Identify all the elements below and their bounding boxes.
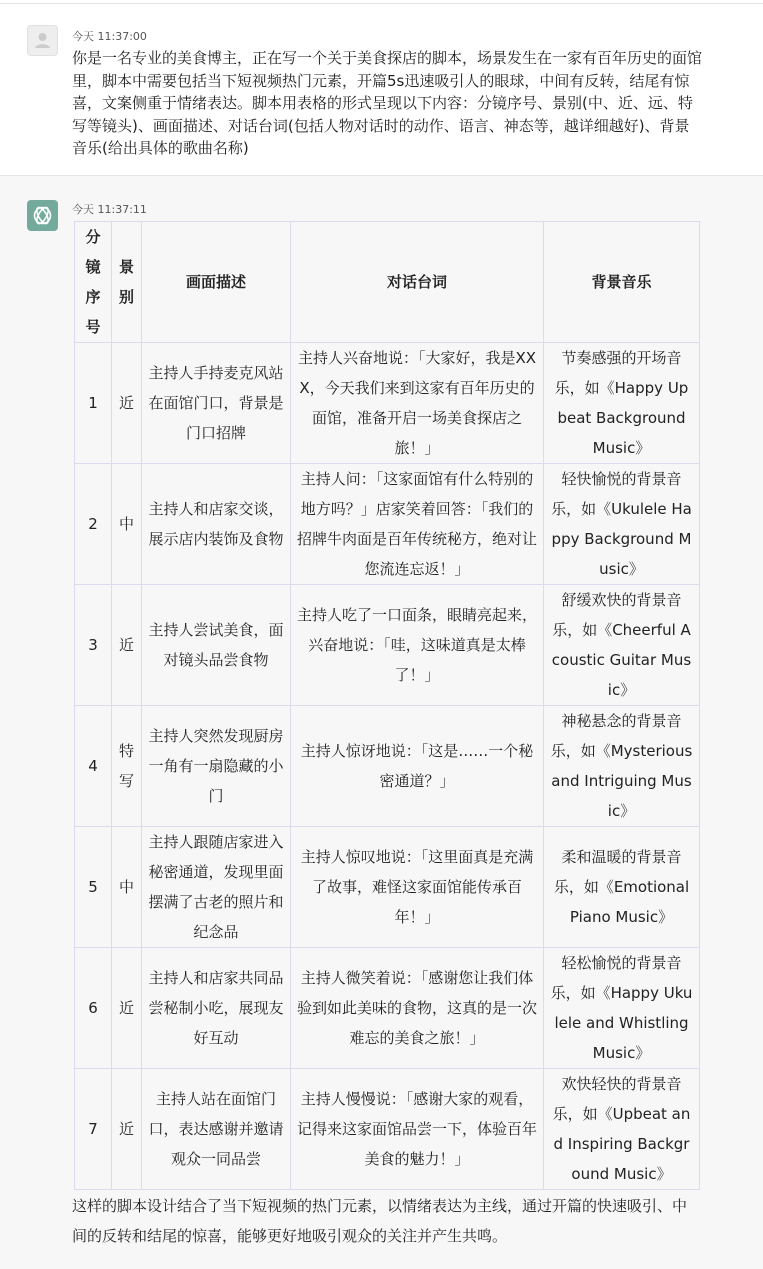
user-message bbox=[0, 4, 763, 176]
shot-type-cell: 近 bbox=[112, 343, 142, 464]
background-music-cell: 舒缓欢快的背景音乐，如《Cheerful Acoustic Guitar Music》 bbox=[544, 585, 700, 706]
dialogue-cell: 主持人惊叹地说：「这里面真是充满了故事，难怪这家面馆能传承百年！」 bbox=[291, 827, 544, 948]
scene-description-cell: 主持人站在面馆门口，表达感谢并邀请观众一同品尝 bbox=[142, 1069, 291, 1190]
shot-type-cell: 中 bbox=[112, 464, 142, 585]
assistant-timestamp: 今天 11:37:11 bbox=[72, 203, 147, 216]
scene-description-cell: 主持人和店家共同品尝秘制小吃，展现友好互动 bbox=[142, 948, 291, 1069]
chatgpt-logo-icon bbox=[27, 200, 58, 231]
shot-type-cell: 特写 bbox=[112, 706, 142, 827]
dialogue-cell: 主持人兴奋地说：「大家好，我是XXX，今天我们来到这家有百年历史的面馆，准备开启一场美食探店之旅！」 bbox=[291, 343, 544, 464]
scene-description-cell: 主持人手持麦克风站在面馆门口，背景是门口招牌 bbox=[142, 343, 291, 464]
table-row bbox=[75, 1069, 700, 1190]
background-music-cell: 轻快愉悦的背景音乐，如《Ukulele Happy Background Music》 bbox=[544, 464, 700, 585]
background-music-cell: 柔和温暖的背景音乐，如《Emotional Piano Music》 bbox=[544, 827, 700, 948]
scene-description-cell: 主持人突然发现厨房一角有一扇隐藏的小门 bbox=[142, 706, 291, 827]
column-header: 对话台词 bbox=[291, 222, 544, 343]
dialogue-cell: 主持人微笑着说：「感谢您让我们体验到如此美味的食物，这真的是一次难忘的美食之旅！」 bbox=[291, 948, 544, 1069]
shot-type-cell: 近 bbox=[112, 948, 142, 1069]
shot-type-cell: 近 bbox=[112, 1069, 142, 1190]
shot-number-cell: 2 bbox=[75, 464, 112, 585]
user-message-text: 你是一名专业的美食博主，正在写一个关于美食探店的脚本，场景发生在一家有百年历史的面馆里，脚本中需要包括当下短视频热门元素，开篇5s迅速吸引人的眼球，中间有反转，结尾有惊喜，文案侧重于情绪表达。脚本用表格的形式呈现以下内容：分镜序号、景别(中、近、远、特写等镜头)、画面描述、对话台词(包括人物对话时的动作、语言、神态等，越详细越好)、背景音乐(给出具体的歌曲名称) bbox=[72, 49, 703, 157]
column-header: 背景音乐 bbox=[544, 222, 700, 343]
dialogue-cell: 主持人吃了一口面条，眼睛亮起来，兴奋地说：「哇，这味道真是太棒了！」 bbox=[291, 585, 544, 706]
table-row bbox=[75, 706, 700, 827]
shot-number-cell: 3 bbox=[75, 585, 112, 706]
shot-number-cell: 6 bbox=[75, 948, 112, 1069]
user-avatar-icon bbox=[27, 25, 58, 56]
dialogue-cell: 主持人惊讶地说：「这是……一个秘密通道？」 bbox=[291, 706, 544, 827]
shot-number-cell: 5 bbox=[75, 827, 112, 948]
user-timestamp: 今天 11:37:00 bbox=[72, 30, 147, 43]
background-music-cell: 神秘悬念的背景音乐，如《Mysterious and Intriguing Music》 bbox=[544, 706, 700, 827]
column-header: 画面描述 bbox=[142, 222, 291, 343]
table-header-row bbox=[75, 222, 700, 343]
scene-description-cell: 主持人尝试美食，面对镜头品尝食物 bbox=[142, 585, 291, 706]
background-music-cell: 轻松愉悦的背景音乐，如《Happy Ukulele and Whistling Music》 bbox=[544, 948, 700, 1069]
column-header: 分镜序号 bbox=[75, 222, 112, 343]
background-music-cell: 欢快轻快的背景音乐，如《Upbeat and Inspiring Background Music》 bbox=[544, 1069, 700, 1190]
scene-description-cell: 主持人和店家交谈，展示店内装饰及食物 bbox=[142, 464, 291, 585]
summary-text: 这样的脚本设计结合了当下短视频的热门元素，以情绪表达为主线，通过开篇的快速吸引、中间的反转和结尾的惊喜，能够更好地吸引观众的关注并产生共鸣。 bbox=[72, 1197, 688, 1245]
dialogue-cell: 主持人慢慢说：「感谢大家的观看，记得来这家面馆品尝一下，体验百年美食的魅力！」 bbox=[291, 1069, 544, 1190]
table-row bbox=[75, 827, 700, 948]
shot-number-cell: 7 bbox=[75, 1069, 112, 1190]
table-row bbox=[75, 948, 700, 1069]
table-row bbox=[75, 585, 700, 706]
script-table bbox=[74, 221, 700, 1190]
dialogue-cell: 主持人问：「这家面馆有什么特别的地方吗？」店家笑着回答：「我们的招牌牛肉面是百年传统秘方，绝对让您流连忘返！」 bbox=[291, 464, 544, 585]
shot-number-cell: 4 bbox=[75, 706, 112, 827]
shot-type-cell: 中 bbox=[112, 827, 142, 948]
column-header: 景别 bbox=[112, 222, 142, 343]
table-row bbox=[75, 343, 700, 464]
table-row bbox=[75, 464, 700, 585]
background-music-cell: 节奏感强的开场音乐，如《Happy Upbeat Background Music》 bbox=[544, 343, 700, 464]
scene-description-cell: 主持人跟随店家进入秘密通道，发现里面摆满了古老的照片和纪念品 bbox=[142, 827, 291, 948]
shot-number-cell: 1 bbox=[75, 343, 112, 464]
shot-type-cell: 近 bbox=[112, 585, 142, 706]
